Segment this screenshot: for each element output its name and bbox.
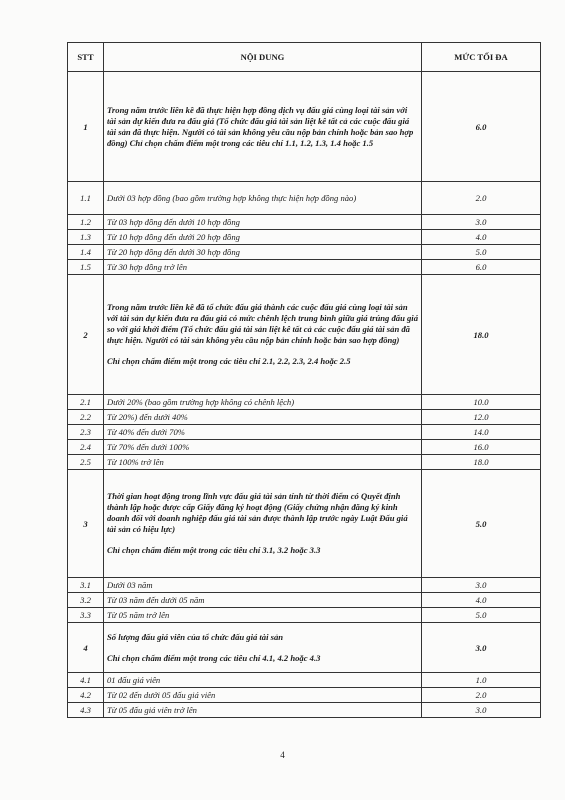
row-value: 5.0 bbox=[422, 608, 541, 623]
row-text bbox=[104, 623, 422, 673]
row-value: 6.0 bbox=[422, 72, 541, 182]
row-value: 4.0 bbox=[422, 230, 541, 245]
table-row bbox=[68, 260, 541, 275]
row-main-text: Thời gian hoạt động trong lĩnh vực đấu giá tài sản tính từ thời điểm có Quyết định thành lập hoặc được cấp Giấy đăng ký hoạt động (Giấy chứng nhận đăng ký kinh doanh đối với doanh nghiệp đấu giá tài sản được thành lập trước ngày Luật Đấu giá tài sản có hiệu lực) bbox=[107, 491, 408, 534]
table-row bbox=[68, 182, 541, 215]
row-text: Từ 70% đến dưới 100% bbox=[104, 440, 422, 455]
table-row bbox=[68, 410, 541, 425]
row-value: 3.0 bbox=[422, 215, 541, 230]
row-value: 3.0 bbox=[422, 578, 541, 593]
row-stt: 3.1 bbox=[68, 578, 104, 593]
table-row bbox=[68, 425, 541, 440]
table-row bbox=[68, 440, 541, 455]
table-row bbox=[68, 215, 541, 230]
row-stt: 2.1 bbox=[68, 395, 104, 410]
row-value: 3.0 bbox=[422, 623, 541, 673]
row-value: 12.0 bbox=[422, 410, 541, 425]
table-header-row bbox=[68, 43, 541, 72]
row-stt: 3.2 bbox=[68, 593, 104, 608]
table-row bbox=[68, 608, 541, 623]
row-stt: 3.3 bbox=[68, 608, 104, 623]
row-value: 16.0 bbox=[422, 440, 541, 455]
row-sub-text: Chỉ chọn chấm điểm một trong các tiêu chí 2.1, 2.2, 2.3, 2.4 hoặc 2.5 bbox=[107, 356, 351, 366]
row-text: Từ 05 năm trở lên bbox=[104, 608, 422, 623]
header-max-score: MỨC TỐI ĐA bbox=[422, 43, 541, 72]
row-stt: 1.1 bbox=[68, 182, 104, 215]
row-value: 14.0 bbox=[422, 425, 541, 440]
row-stt: 2.4 bbox=[68, 440, 104, 455]
row-stt: 3 bbox=[68, 470, 104, 578]
header-content: NỘI DUNG bbox=[104, 43, 422, 72]
row-text: Từ 100% trở lên bbox=[104, 455, 422, 470]
row-stt: 1 bbox=[68, 72, 104, 182]
row-stt: 2.5 bbox=[68, 455, 104, 470]
row-text: 01 đấu giá viên bbox=[104, 673, 422, 688]
row-text: Từ 03 năm đến dưới 05 năm bbox=[104, 593, 422, 608]
row-stt: 1.5 bbox=[68, 260, 104, 275]
row-sub-text: Chỉ chọn chấm điểm một trong các tiêu chí 3.1, 3.2 hoặc 3.3 bbox=[107, 545, 321, 555]
row-value: 3.0 bbox=[422, 703, 541, 718]
row-stt: 4 bbox=[68, 623, 104, 673]
row-value: 18.0 bbox=[422, 455, 541, 470]
table-row bbox=[68, 623, 541, 673]
table-row bbox=[68, 72, 541, 182]
row-value: 6.0 bbox=[422, 260, 541, 275]
table-row bbox=[68, 230, 541, 245]
criteria-table bbox=[67, 42, 541, 718]
table-row bbox=[68, 688, 541, 703]
row-text: Dưới 03 năm bbox=[104, 578, 422, 593]
table-row bbox=[68, 395, 541, 410]
row-stt: 2.3 bbox=[68, 425, 104, 440]
row-value: 2.0 bbox=[422, 688, 541, 703]
row-text: Từ 10 hợp đồng đến dưới 20 hợp đồng bbox=[104, 230, 422, 245]
row-main-text: Trong năm trước liền kề đã tổ chức đấu giá thành các cuộc đấu giá cùng loại tài sản với tài sản dự kiến đưa ra đấu giá có mức chênh lệch trung bình giữa giá trúng đấu giá so với giá khởi điểm (Tổ chức đấu giá tài sản liệt kê tất cả các cuộc đấu giá tài sản đã thực hiện. Người có tài sản không yêu cầu nộp bản chính hoặc bản sao hợp đồng) bbox=[107, 302, 418, 345]
row-text bbox=[104, 470, 422, 578]
row-value: 2.0 bbox=[422, 182, 541, 215]
row-sub-text: Chỉ chọn chấm điểm một trong các tiêu chí 4.1, 4.2 hoặc 4.3 bbox=[107, 652, 321, 663]
table-row bbox=[68, 245, 541, 260]
row-value: 1.0 bbox=[422, 673, 541, 688]
table-row bbox=[68, 470, 541, 578]
row-text: Dưới 20% (bao gồm trường hợp không có chênh lệch) bbox=[104, 395, 422, 410]
row-text bbox=[104, 275, 422, 395]
row-stt: 1.3 bbox=[68, 230, 104, 245]
table-row bbox=[68, 275, 541, 395]
row-stt: 1.4 bbox=[68, 245, 104, 260]
row-value: 10.0 bbox=[422, 395, 541, 410]
row-stt: 2.2 bbox=[68, 410, 104, 425]
row-stt: 4.1 bbox=[68, 673, 104, 688]
row-text: Từ 03 hợp đồng đến dưới 10 hợp đồng bbox=[104, 215, 422, 230]
page-number: 4 bbox=[280, 750, 285, 760]
row-text: Trong năm trước liền kề đã thực hiện hợp đồng dịch vụ đấu giá cùng loại tài sản với tài sản dự kiến đưa ra đấu giá (Tổ chức đấu giá tài sản liệt kê tất cả các cuộc đấu giá tài sản đã thực hiện. Người có tài sản không yêu cầu nộp bản chính hoặc bản sao hợp đồng) Chỉ chọn chấm điểm một trong các tiêu chí 1.1, 1.2, 1.3, 1.4 hoặc 1.5 bbox=[104, 72, 422, 182]
row-value: 4.0 bbox=[422, 593, 541, 608]
table-row bbox=[68, 578, 541, 593]
row-text: Từ 05 đấu giá viên trở lên bbox=[104, 703, 422, 718]
table-row bbox=[68, 673, 541, 688]
row-stt: 1.2 bbox=[68, 215, 104, 230]
row-text: Từ 02 đến dưới 05 đấu giá viên bbox=[104, 688, 422, 703]
row-value: 5.0 bbox=[422, 470, 541, 578]
row-stt: 4.2 bbox=[68, 688, 104, 703]
row-text: Từ 40% đến dưới 70% bbox=[104, 425, 422, 440]
row-text: Từ 20 hợp đồng đến dưới 30 hợp đồng bbox=[104, 245, 422, 260]
row-value: 18.0 bbox=[422, 275, 541, 395]
table-row bbox=[68, 593, 541, 608]
table-row bbox=[68, 703, 541, 718]
row-main-text: Số lượng đấu giá viên của tổ chức đấu giá tài sản bbox=[107, 631, 284, 642]
table-row bbox=[68, 455, 541, 470]
row-text: Từ 30 hợp đồng trở lên bbox=[104, 260, 422, 275]
header-stt: STT bbox=[68, 43, 104, 72]
row-stt: 2 bbox=[68, 275, 104, 395]
row-stt: 4.3 bbox=[68, 703, 104, 718]
row-value: 5.0 bbox=[422, 245, 541, 260]
row-text: Từ 20%) đến dưới 40% bbox=[104, 410, 422, 425]
row-text: Dưới 03 hợp đồng (bao gồm trường hợp không thực hiện hợp đồng nào) bbox=[104, 182, 422, 215]
